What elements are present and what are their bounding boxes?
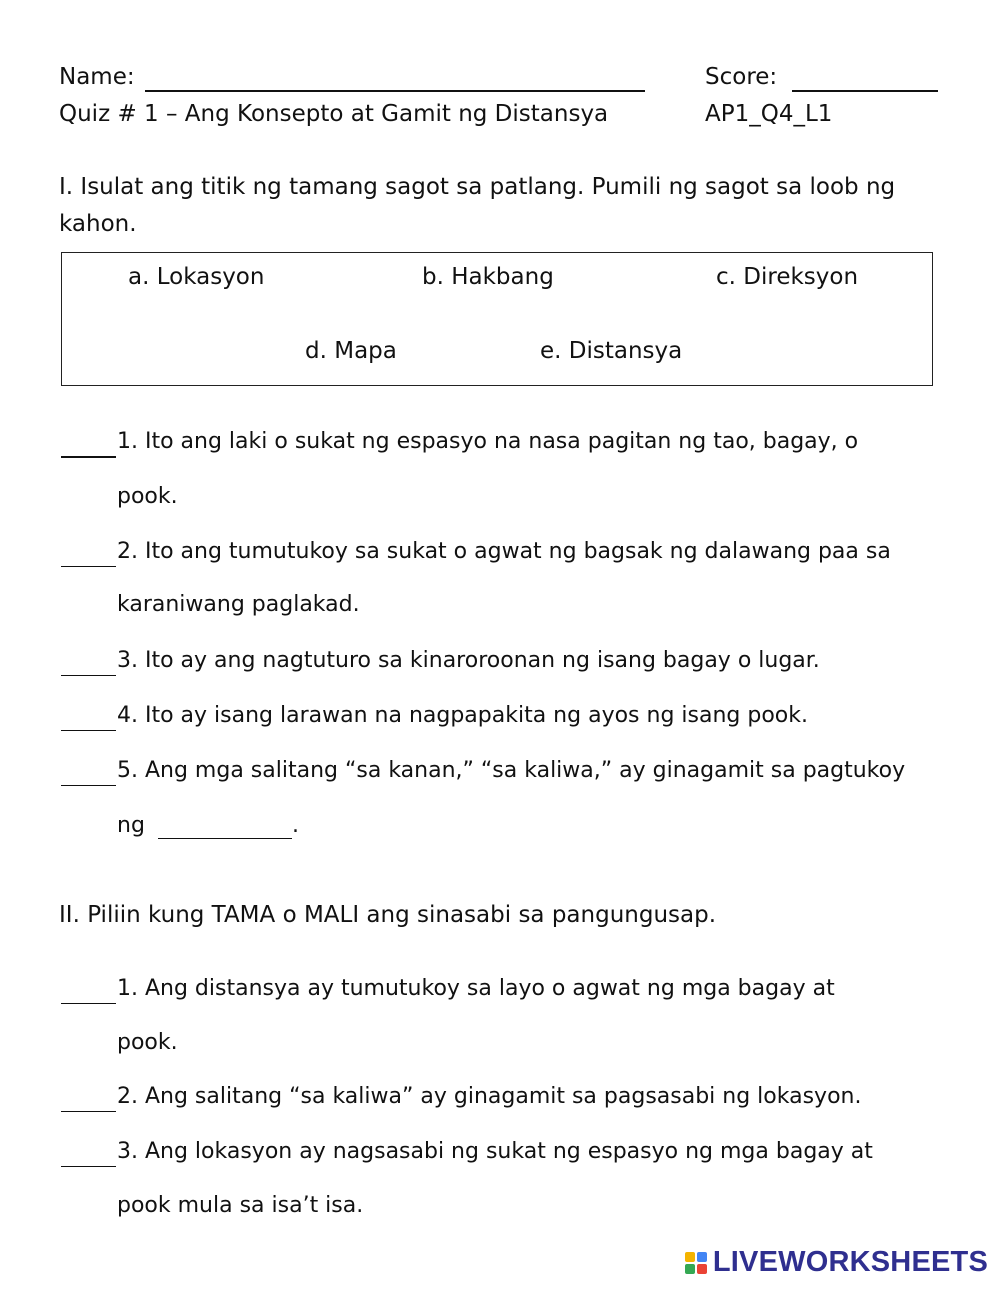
choice-a: a. Lokasyon <box>128 264 265 290</box>
logo-square-4 <box>697 1264 707 1274</box>
item-1-1-line1: 1. Ito ang laki o sukat ng espasyo na nasa pagitan ng tao, bagay, o <box>117 429 859 454</box>
part1-instruction-line1: I. Isulat ang titik ng tamang sagot sa patlang. Pumili ng sagot sa loob ng <box>59 174 896 200</box>
answer-blank-1-2[interactable] <box>61 566 116 567</box>
choice-d: d. Mapa <box>305 338 397 364</box>
answer-blank-2-2[interactable] <box>61 1111 116 1112</box>
name-label: Name: <box>59 64 135 90</box>
item-2-3-line2: pook mula sa isa’t isa. <box>117 1193 364 1218</box>
item-2-2-line1: 2. Ang salitang “sa kaliwa” ay ginagamit sa pagsasabi ng lokasyon. <box>117 1084 862 1109</box>
choice-c: c. Direksyon <box>716 264 859 290</box>
item-1-4-line1: 4. Ito ay isang larawan na nagpapakita ng ayos ng isang pook. <box>117 703 808 728</box>
item-1-5-inline-blank[interactable] <box>158 838 292 839</box>
answer-blank-1-1[interactable] <box>61 456 116 458</box>
score-field[interactable] <box>792 90 938 92</box>
logo-square-2 <box>697 1252 707 1262</box>
logo-square-3 <box>685 1264 695 1274</box>
logo-square-1 <box>685 1252 695 1262</box>
part1-instruction-line2: kahon. <box>59 211 137 237</box>
item-1-2-line2: karaniwang paglakad. <box>117 592 360 617</box>
answer-blank-1-4[interactable] <box>61 730 116 731</box>
answer-blank-1-5[interactable] <box>61 785 116 786</box>
item-1-3-line1: 3. Ito ay ang nagtuturo sa kinaroroonan ng isang bagay o lugar. <box>117 648 820 673</box>
item-2-3-line1: 3. Ang lokasyon ay nagsasabi ng sukat ng espasyo ng mga bagay at <box>117 1139 873 1164</box>
item-1-1-line2: pook. <box>117 484 178 509</box>
liveworksheets-logo-icon <box>685 1252 707 1274</box>
choice-b: b. Hakbang <box>422 264 554 290</box>
choice-e: e. Distansya <box>540 338 683 364</box>
answer-blank-2-1[interactable] <box>61 1003 116 1004</box>
item-1-5-line1: 5. Ang mga salitang “sa kanan,” “sa kaliwa,” ay ginagamit sa pagtukoy <box>117 758 906 783</box>
part2-instruction: II. Piliin kung TAMA o MALI ang sinasabi sa pangungusap. <box>59 902 717 928</box>
item-2-1-line1: 1. Ang distansya ay tumutukoy sa layo o agwat ng mga bagay at <box>117 976 835 1001</box>
name-field[interactable] <box>145 90 645 92</box>
score-label: Score: <box>705 64 778 90</box>
item-2-1-line2: pook. <box>117 1030 178 1055</box>
liveworksheets-logo <box>685 1246 988 1279</box>
quiz-title: Quiz # 1 – Ang Konsepto at Gamit ng Distansya <box>59 101 609 127</box>
answer-blank-1-3[interactable] <box>61 675 116 676</box>
answer-blank-2-3[interactable] <box>61 1166 116 1167</box>
liveworksheets-logo-text: LIVEWORKSHEETS <box>712 1246 988 1278</box>
item-1-2-line1: 2. Ito ang tumutukoy sa sukat o agwat ng bagsak ng dalawang paa sa <box>117 539 891 564</box>
item-1-5-line2-suffix: . <box>292 813 299 838</box>
lesson-code: AP1_Q4_L1 <box>705 101 833 127</box>
item-1-5-line2-prefix: ng <box>117 813 145 838</box>
